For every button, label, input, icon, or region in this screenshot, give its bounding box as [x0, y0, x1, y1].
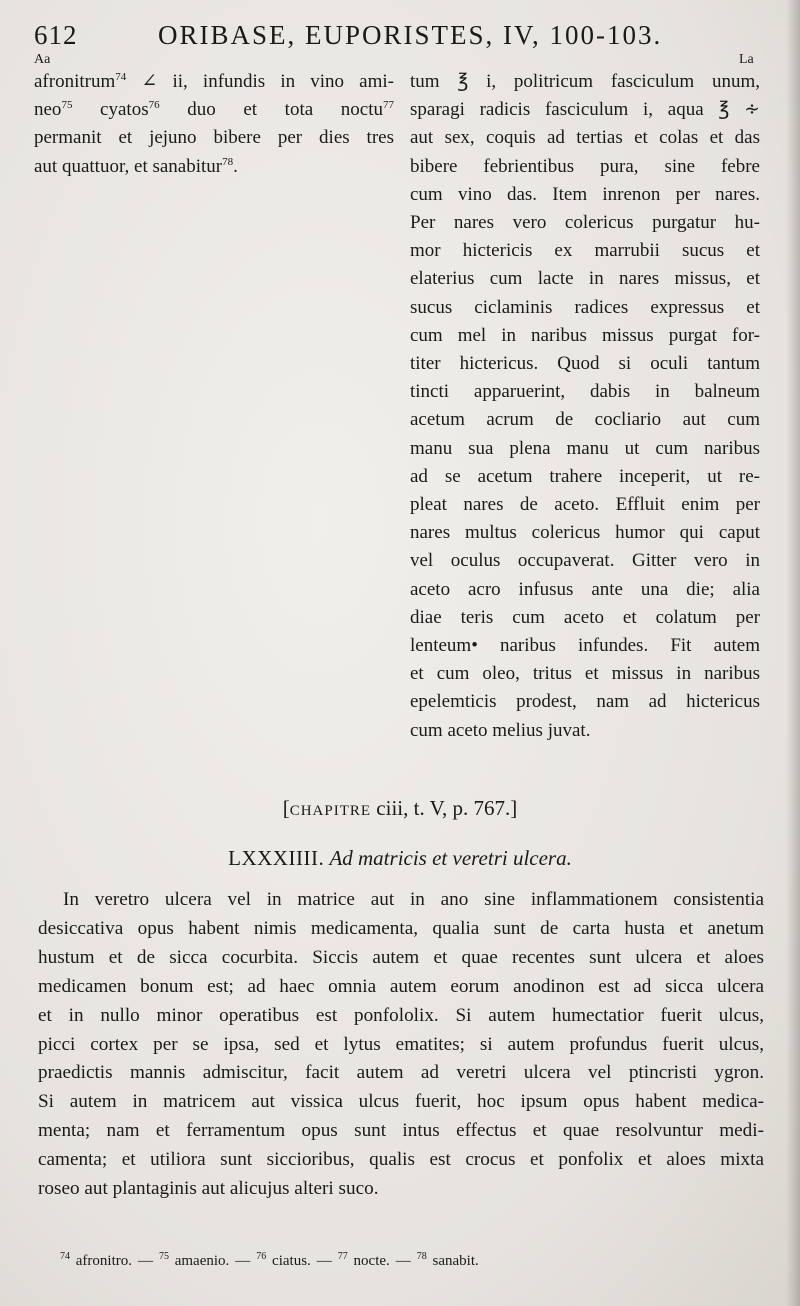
right-column-line: acetum acrum de cocliario aut cum	[410, 409, 760, 431]
text-run: ∠ ii, infundis in vino ami-	[126, 71, 394, 92]
footnote-separator: —	[137, 1253, 153, 1269]
left-column-line	[34, 124, 394, 152]
right-column-line: Per nares vero colericus purgatur hu-	[410, 212, 760, 234]
page-number: 612	[34, 20, 78, 50]
body-line: desiccativa opus habent nimis medicamenta, qualia sunt de carta husta et anetum	[38, 917, 764, 939]
chapter-ref-open: [	[282, 796, 290, 820]
footnote-number: 74	[60, 1251, 70, 1262]
section-title: Ad matricis et veretri ulcera.	[329, 846, 572, 870]
body-line: roseo aut plantaginis aut alicujus alteri suco.	[38, 1178, 379, 1200]
left-column-line	[34, 68, 394, 96]
footnote-number: 76	[256, 1251, 267, 1262]
chapter-reference	[0, 796, 800, 821]
footnote-marker: 74	[115, 71, 127, 83]
text-run: .	[233, 155, 238, 177]
footnote	[338, 1253, 390, 1269]
body-line: praedictis mannis admiscitur, facit autem ad veretri ulcera vel ptincristi ygron.	[38, 1062, 764, 1084]
footnote-separator: —	[316, 1253, 332, 1269]
body-line: Si autem in matricem aut vissica ulcus fuerit, hoc ipsum opus habent medica-	[38, 1091, 764, 1113]
right-column-line: elaterius cum lacte in nares missus, et	[410, 268, 760, 290]
footnote-marker: 76	[148, 99, 160, 112]
right-column	[410, 68, 760, 745]
right-column-line: manu sua plena manu ut cum naribus	[410, 437, 760, 459]
body-line: camenta; et utiliora sunt siccioribus, qualis est crocus et ponfolix et aloes mixta	[38, 1149, 764, 1171]
section-number: LXXXIIII.	[228, 846, 325, 870]
footnote-separator: —	[395, 1253, 411, 1269]
footnote-text: nocte.	[353, 1253, 390, 1269]
footnote-marker: 77	[383, 99, 394, 112]
footnote-separator: —	[235, 1253, 251, 1269]
text-run: afronitrum	[34, 71, 116, 92]
text-run: duo et tota noctu	[159, 99, 383, 121]
footnote-text: ciatus.	[272, 1253, 311, 1269]
running-head	[34, 20, 764, 54]
right-column-line: ad se acetum trahere inceperit, ut re-	[410, 465, 760, 487]
footnote-number: 77	[337, 1251, 348, 1262]
right-column-line: diae teris cum aceto et colatum per	[410, 606, 760, 628]
body-paragraph	[38, 886, 764, 1204]
section-heading	[0, 846, 800, 871]
body-line: et in nullo minor operatibus est ponfololix. Si autem humectatior fuerit ulcus,	[38, 1004, 764, 1026]
text-run: permanit et jejuno bibere per dies tres	[34, 127, 394, 149]
footnote-number: 75	[158, 1251, 169, 1262]
chapter-ref-label: CHAPITRE	[289, 803, 372, 819]
footnote-text: afronitro.	[75, 1253, 132, 1269]
footnote-number: 78	[416, 1251, 427, 1262]
footnote-marker: 78	[222, 155, 234, 168]
footnote-text: sanabit.	[432, 1253, 479, 1269]
right-column-line: vel oculus occupaverat. Gitter vero in	[410, 550, 760, 572]
body-line: picci cortex per se ipsa, sed et lytus ematites; si autem profundus fuerit ulcus,	[38, 1033, 764, 1055]
footnote	[256, 1253, 311, 1269]
right-column-line: epelemticis prodest, nam ad hictericus	[410, 691, 760, 713]
right-column-line: cum vino das. Item inrenon per nares.	[410, 183, 760, 205]
body-line: medicamen bonum est; ad haec omnia autem eorum anodinon est ad sicca ulcera	[38, 975, 764, 997]
right-column-line: tum ℥ i, politricum fasciculum unum,	[410, 71, 760, 92]
footnote-text: amaenio.	[174, 1253, 230, 1269]
right-column-line: et cum oleo, tritus et missus in naribus	[410, 663, 760, 685]
footnote	[60, 1253, 132, 1269]
right-column-line: aut sex, coquis ad tertias et colas et das	[410, 127, 760, 149]
right-column-line: tincti apparuerint, dabis in balneum	[410, 381, 760, 403]
footnotes	[60, 1253, 479, 1270]
text-run: aut quattuor, et sanabitur	[34, 155, 223, 177]
body-line: menta; nam et ferramentum opus sunt intus effectus et quae resolvuntur medi-	[38, 1120, 764, 1142]
left-column-line	[34, 96, 394, 124]
footnote	[417, 1253, 479, 1269]
right-column-line: bibere febrientibus pura, sine febre	[410, 155, 760, 177]
right-column-line: nares multus colericus humor qui caput	[410, 522, 760, 544]
footnote-marker: 75	[61, 99, 73, 112]
footnote	[159, 1253, 229, 1269]
signature-mark-left: Aa	[34, 52, 51, 67]
right-column-line: mor hictericis ex marrubii sucus et	[410, 240, 760, 262]
text-run: neo	[34, 99, 62, 121]
signature-mark-right: La	[739, 52, 754, 67]
chapter-ref-rest: ciii, t. V, p. 767.]	[371, 796, 518, 820]
left-column	[34, 68, 394, 181]
right-column-line: titer hictericus. Quod si oculi tantum	[410, 353, 760, 375]
right-column-line: cum mel in naribus missus purgat for-	[410, 324, 760, 346]
right-column-line: sucus ciclaminis radices expressus et	[410, 296, 760, 318]
body-line: hustum et de sicca cocurbita. Siccis autem et quae recentes sunt ulcera et aloes	[38, 946, 764, 968]
running-title: ORIBASE, EUPORISTES, IV, 100-103.	[158, 20, 663, 50]
right-column-line: pleat nares de aceto. Effluit enim per	[410, 494, 760, 516]
left-column-line	[34, 153, 394, 181]
right-column-line: sparagi radicis fasciculum i, aqua ℥ ∻	[410, 99, 760, 121]
text-run: cyatos	[72, 99, 149, 121]
page-edge-shadow	[786, 0, 800, 1306]
body-line: In veretro ulcera vel in matrice aut in ano sine inflammationem consistentia	[63, 889, 764, 910]
right-column-line: lenteum• naribus infundes. Fit autem	[410, 635, 760, 657]
right-column-line: cum aceto melius juvat.	[410, 719, 591, 741]
right-column-line: aceto acro infusus ante una die; alia	[410, 578, 760, 600]
